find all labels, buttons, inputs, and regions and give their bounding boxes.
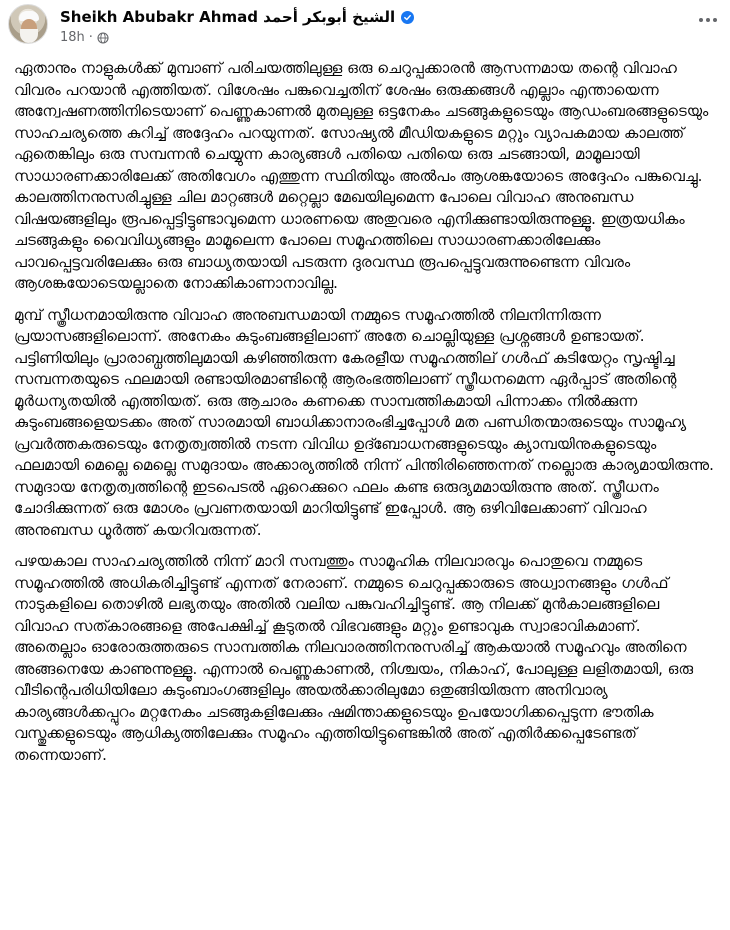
post-timestamp[interactable]: 18h [60, 30, 85, 45]
post-meta [60, 30, 109, 45]
author-avatar[interactable] [8, 4, 48, 44]
meta-separator: · [88, 30, 93, 45]
author-name[interactable]: Sheikh Abubakr Ahmad الشيخ أبوبكر أحمد [60, 8, 396, 26]
post-paragraph-1: ഏതാനും നാളുകൾക്ക് മുമ്പാണ് പരിചയത്തിലുള്ള ഒരു ചെറുപ്പക്കാരൻ ആസന്നമായ തന്റെ വിവാഹ വിവരം പറയാൻ എത്തിയത്. വിശേഷം പങ്കുവെച്ചതിന് ശേഷം ഒരുക്കങ്ങൾ എല്ലാം എന്തായെന്ന അന്വേഷണത്തിനിടെയാണ് പെണ്ണുകാണൽ മുതലുള്ള ഒട്ടനേകം ചടങ്ങുകളുടെയും ആഡംബരങ്ങളുടെയും സാഹചര്യത്തെ കുറിച്ച് അദ്ദേഹം പറയുന്നത്. സോഷ്യൽ മീഡിയകളുടെ മറ്റും വ്യാപകമായ കാലത്ത് ഏതെങ്കിലും ഒരു സമ്പന്നൻ ചെയ്യുന്ന കാര്യങ്ങൾ പതിയെ പതിയെ ഒരു ചടങ്ങായി, മാമൂലായി സാധാരണക്കാരിലേക്ക് അതിവേഗം എത്തുന്ന സ്ഥിതിയും അൽപം ആശങ്കയോടെ അദ്ദേഹം പങ്കുവെച്ചു. കാലത്തിനനുസരിച്ചുള്ള ചില മാറ്റങ്ങൾ മറ്റെല്ലാ മേഖയിലുമെന്ന പോലെ വിവാഹ അനുബന്ധ വിഷയങ്ങളിലും രൂപപ്പെട്ടിട്ടുണ്ടാവുമെന്ന ധാരണയെ അതുവരെ എനിക്കുണ്ടായിരുന്നുള്ളൂ. ഇത്രയധികം ചടങ്ങുകളും വൈവിധ്യങ്ങളും മാമൂലെന്ന പോലെ സമൂഹത്തിലെ സാധാരണക്കാരിലേക്കും പാവപ്പെട്ടവരിലേക്കും ഒരു ബാധ്യതയായി പടരുന്ന ദുരവസ്ഥ രൂപപ്പെട്ടുവരുന്നുണ്ടെന്ന വിവരം ആശങ്കയോടെയല്ലാതെ നോക്കികാണാനാവില്ല. [14, 59, 709, 292]
avatar-beard [20, 29, 38, 43]
verified-badge-icon [401, 11, 414, 24]
post-paragraph-3: പഴയകാല സാഹചര്യത്തിൽ നിന്ന് മാറി സമ്പത്തും സാമൂഹിക നിലവാരവും പൊതുവെ നമ്മുടെ സമൂഹത്തിൽ അധികരിച്ചിട്ടുണ്ട് എന്നത് നേരാണ്. നമ്മുടെ ചെറുപ്പക്കാരുടെ അധ്വാനങ്ങളും ഗൾഫ് നാടുകളിലെ തൊഴിൽ ലഭ്യതയും അതിൽ വലിയ പങ്കുവഹിച്ചിട്ടുണ്ട്. ആ നിലക്ക് മുൻകാലങ്ങളിലെ വിവാഹ സത്കാരങ്ങളെ അപേക്ഷിച്ച് കൂടുതൽ വിഭവങ്ങളും മറ്റും ഉണ്ടാവുക സ്വാഭാവികമാണ്. അതെല്ലാം ഓരോരുത്തരുടെ സാമ്പത്തിക നിലവാരത്തിനനുസരിച്ച് ആകയാൽ സമൂഹവും അതിനെ അങ്ങനെയേ കാണുന്നുള്ളൂ. എന്നാൽ പെണ്ണുകാണൽ, നിശ്ചയം, നികാഹ്, പോലുള്ള ലളിതമായി, ഒരു വീടിന്റെപരിധിയിലോ കുടുംബാംഗങ്ങളിലും അയൽക്കാരിലുമോ ഒതുങ്ങിയിരുന്ന അനിവാര്യ കാര്യങ്ങൾക്കപ്പുറം മറ്റനേകം ചടങ്ങുകളിലേക്കും ഷമിന്താക്കളുടെയും ഉപയോഗിക്കപ്പെടുന്ന ഭൗതിക വസ്തുക്കളുടെയും ആധിക്യത്തിലേക്കും സമൂഹം എത്തിയിട്ടുണ്ടെങ്കിൽ അത് എതിർക്കപ്പെടേണ്ടത് തന്നെയാണ്. [14, 552, 694, 764]
post-paragraph-2: മുമ്പ് സ്ത്രീധനമായിരുന്നു വിവാഹ അനുബന്ധമായി നമ്മുടെ സമൂഹത്തിൽ നിലനിന്നിരുന്ന പ്രയാസങ്ങളിലൊന്ന്. അനേകം കുടുംബങ്ങളിലാണ് അതേ ചൊല്ലിയുള്ള പ്രശ്നങ്ങൾ ഉണ്ടായത്. പട്ടിണിയിലും പ്രാരാബ്ധത്തിലുമായി കഴിഞ്ഞിരുന്ന കേരളീയ സമൂഹത്തില് ഗൾഫ് കുടിയേറ്റം സൃഷ്ടിച്ച സമ്പന്നതയുടെ ഫലമായി രണ്ടായിരമാണ്ടിന്റെ ആരംഭത്തിലാണ് സ്ത്രീധനമെന്ന ഏർപ്പാട് അതിന്റെ മൂർധന്യതയിൽ എത്തിയത്. ഒരു ആചാരം കണക്കെ സാമ്പത്തികമായി പിന്നാക്കം നിൽക്കുന്ന കുടുംബങ്ങളെയടക്കം അത് സാരമായി ബാധിക്കാനാരംഭിച്ചപ്പോൾ മത പണ്ഡിതന്മാരുടെയും സാമൂഹ്യ പ്രവർത്തകരുടെയും നേതൃത്വത്തിൽ നടന്ന വിവിധ ഉദ്ബോധനങ്ങളുടെയും ക്യാമ്പയിനുകളുടെയും ഫലമായി മെല്ലെ മെല്ലെ സമുദായം അക്കാര്യത്തിൽ നിന്ന് പിന്തിരിഞ്ഞെന്നത് നല്ലൊരു കാര്യമായിരുന്നു. സമുദായ നേതൃത്വത്തിന്റെ ഇടപെടൽ ഏറെക്കുറെ ഫലം കണ്ട ഒരുദ്യമമായിരുന്നു അത്. സ്ത്രീധനം ചോദിക്കുന്നത് ഒരു മോശം പ്രവണതയായി മാറിയിട്ടുണ്ട് ഇപ്പോൾ. ആ ഒഴിവിലേക്കാണ് വിവാഹ അനുബന്ധ ധൂർത്ത് കയറിവരുന്നത്. [14, 305, 714, 539]
author-line [60, 8, 414, 26]
post-header [0, 0, 730, 52]
post-body [0, 52, 730, 766]
globe-icon [97, 32, 109, 44]
more-options-icon[interactable] [696, 10, 720, 30]
